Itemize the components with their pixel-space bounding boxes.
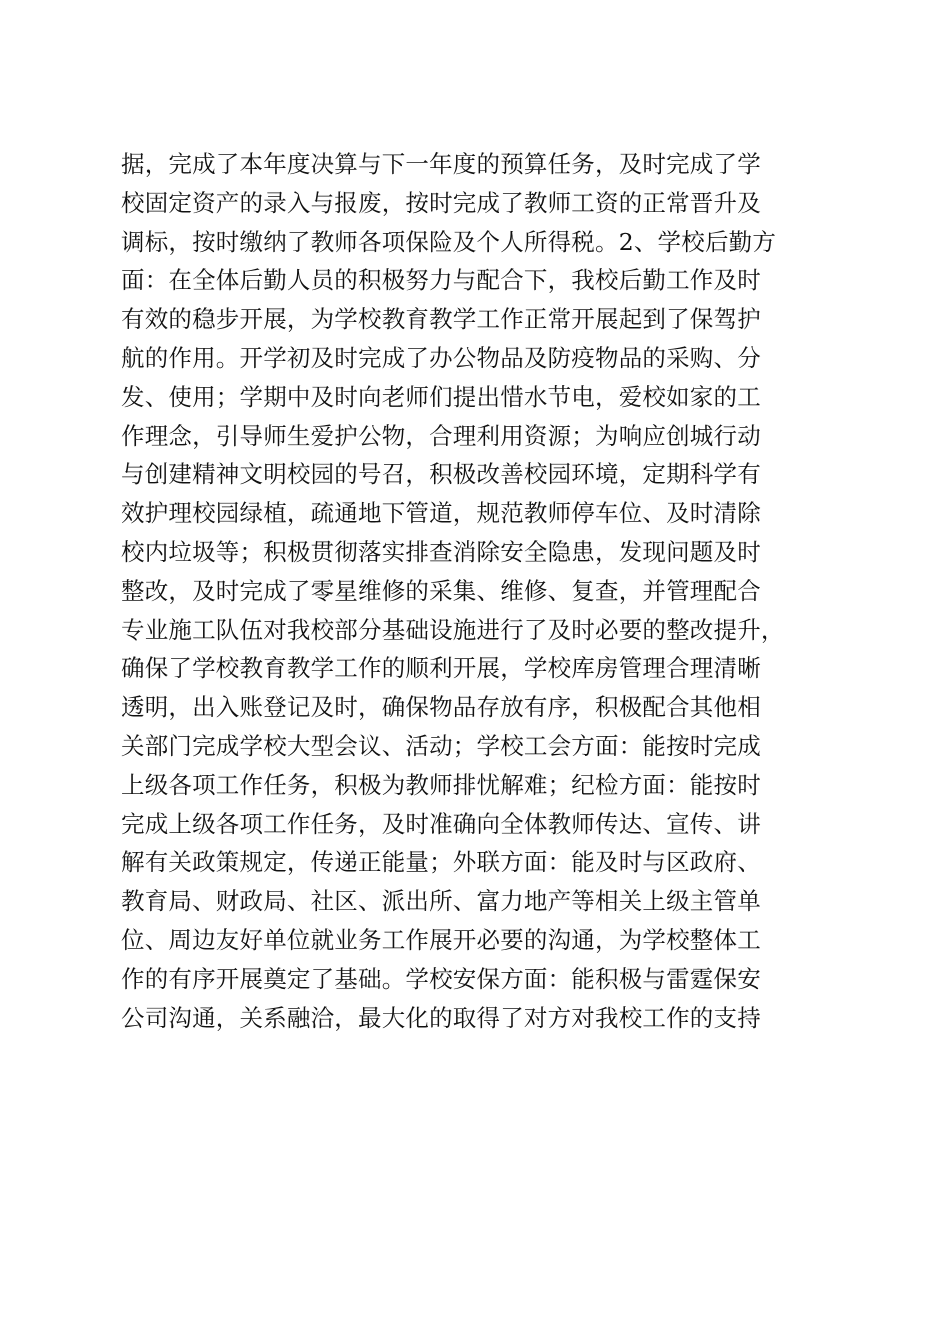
text-line: 位、周边友好单位就业务工作展开必要的沟通，为学校整体工 [121, 925, 761, 954]
text-line: 面：在全体后勤人员的积极努力与配合下，我校后勤工作及时 [121, 266, 761, 295]
text-line: 发、使用；学期中及时向老师们提出惜水节电，爱校如家的工 [121, 382, 761, 411]
text-line: 作的有序开展奠定了基础。学校安保方面：能积极与雷霆保安 [121, 964, 761, 993]
text-line: 校内垃圾等；积极贯彻落实排查消除安全隐患，发现问题及时 [121, 537, 761, 566]
text-line: 作理念，引导师生爱护公物，合理利用资源；为响应创城行动 [121, 421, 761, 450]
text-line: 航的作用。开学初及时完成了办公物品及防疫物品的采购、分 [121, 343, 761, 372]
text-line: 公司沟通，关系融洽，最大化的取得了对方对我校工作的支持 [121, 1003, 761, 1032]
text-line: 调标，按时缴纳了教师各项保险及个人所得税。2、学校后勤方 [121, 227, 777, 256]
text-line: 上级各项工作任务，积极为教师排忧解难；纪检方面：能按时 [121, 770, 761, 799]
text-line: 教育局、财政局、社区、派出所、富力地产等相关上级主管单 [121, 887, 761, 916]
text-line: 关部门完成学校大型会议、活动；学校工会方面：能按时完成 [121, 731, 761, 760]
text-line: 透明，出入账登记及时，确保物品存放有序，积极配合其他相 [121, 693, 761, 722]
text-line: 专业施工队伍对我校部分基础设施进行了及时必要的整改提升， [121, 615, 785, 644]
body-paragraph [121, 145, 841, 1037]
text-line: 校固定资产的录入与报废，按时完成了教师工资的正常晋升及 [121, 188, 761, 217]
text-line: 完成上级各项工作任务，及时准确向全体教师传达、宣传、讲 [121, 809, 761, 838]
text-line: 确保了学校教育教学工作的顺利开展，学校库房管理合理清晰 [121, 654, 761, 683]
text-line: 整改，及时完成了零星维修的采集、维修、复查，并管理配合 [121, 576, 761, 605]
text-line: 据，完成了本年度决算与下一年度的预算任务，及时完成了学 [121, 150, 761, 178]
text-line: 效护理校园绿植，疏通地下管道，规范教师停车位、及时清除 [121, 499, 761, 528]
text-line: 解有关政策规定，传递正能量；外联方面：能及时与区政府、 [121, 848, 761, 877]
text-line: 有效的稳步开展，为学校教育教学工作正常开展起到了保驾护 [121, 305, 761, 334]
text-line: 与创建精神文明校园的号召，积极改善校园环境，定期科学有 [121, 460, 761, 489]
